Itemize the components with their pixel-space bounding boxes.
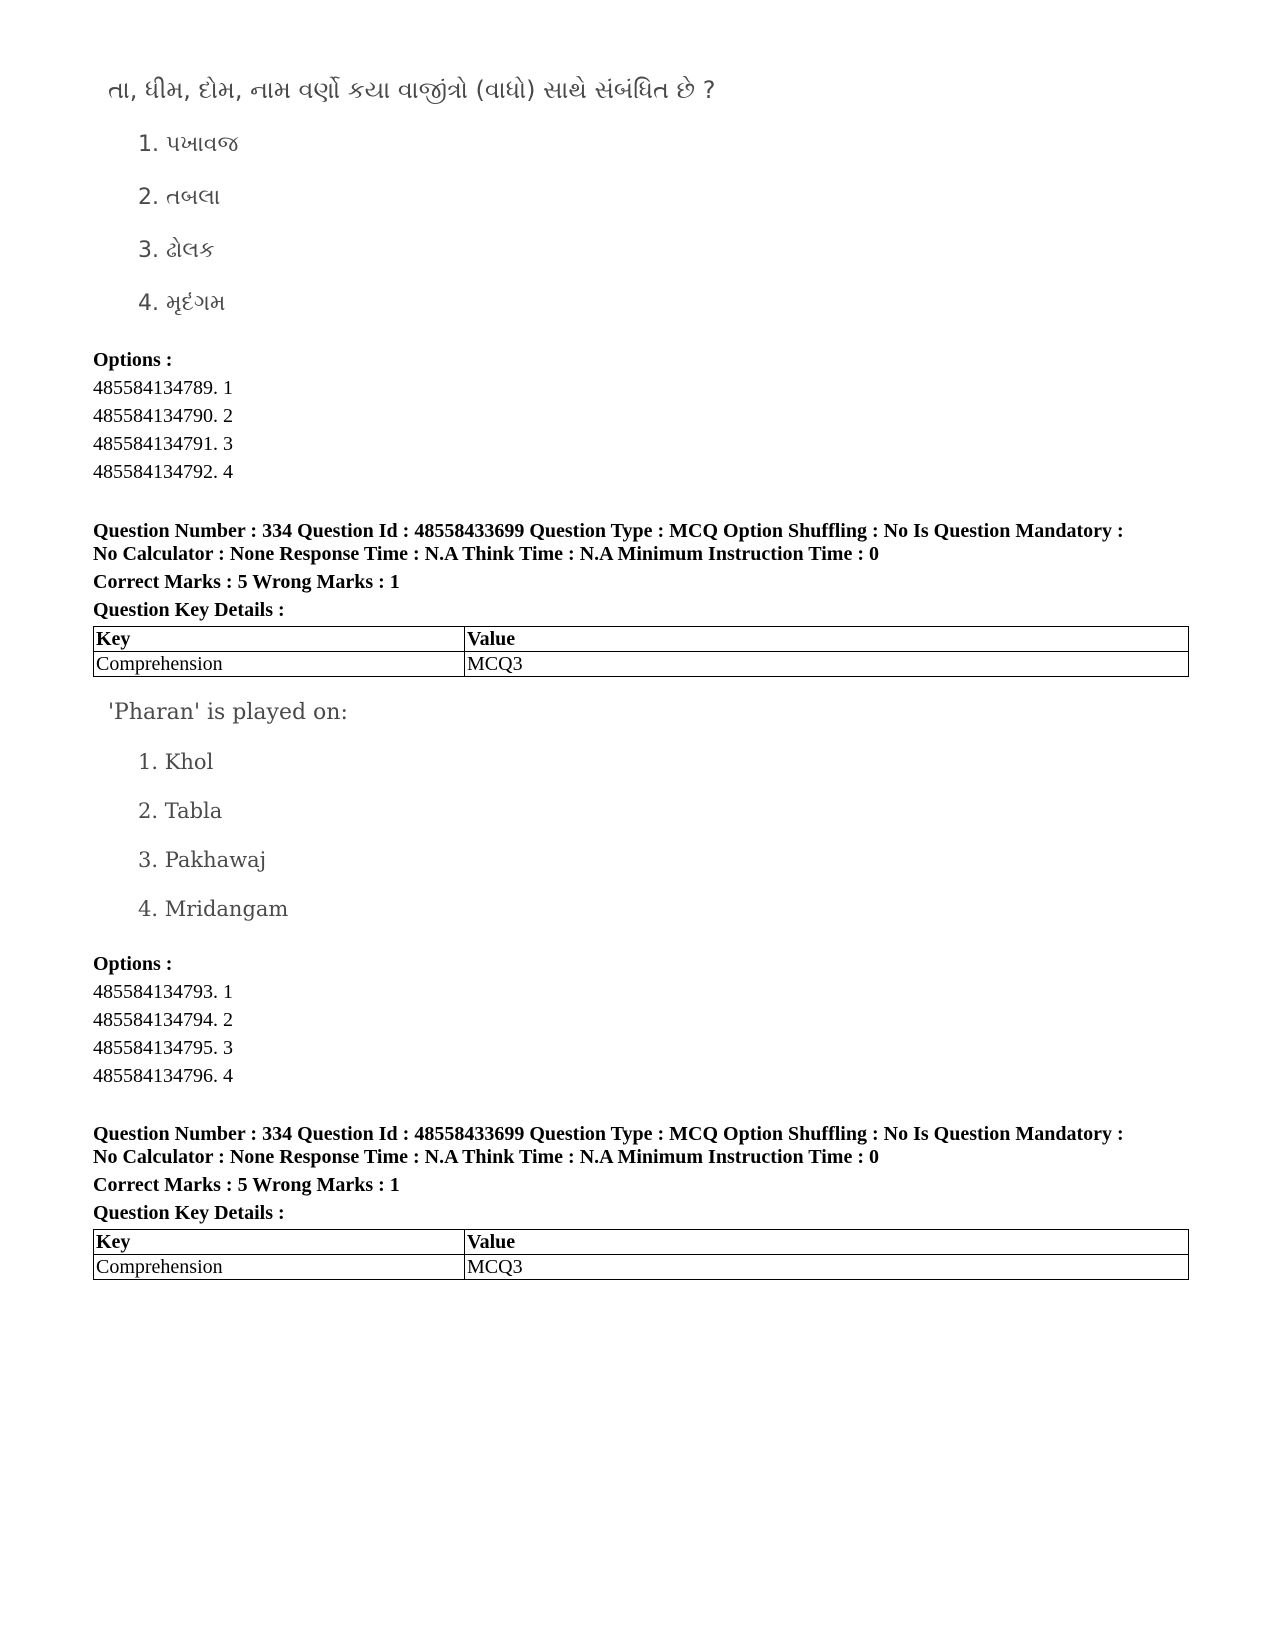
table-header-key: Key bbox=[94, 627, 465, 652]
question-2-options bbox=[93, 950, 1193, 1090]
table-header-value: Value bbox=[465, 627, 1189, 652]
question-1-choice-1: 1. પખાવજ bbox=[138, 132, 239, 157]
question-2-choice-1: 1. Khol bbox=[138, 750, 214, 774]
option-line: 485584134794. 2 bbox=[93, 1009, 233, 1031]
table-header-row bbox=[94, 627, 1189, 652]
question-2-stem: 'Pharan' is played on: bbox=[108, 700, 348, 725]
question-2-choice-3: 3. Pakhawaj bbox=[138, 848, 267, 872]
question-1-options bbox=[93, 346, 1193, 486]
option-line: 485584134790. 2 bbox=[93, 405, 233, 427]
question-1-image bbox=[108, 76, 715, 316]
key-value-table bbox=[93, 1229, 1189, 1280]
option-line: 485584134795. 3 bbox=[93, 1037, 233, 1059]
question-meta-line-2: No Calculator : None Response Time : N.A Think Time : N.A Minimum Instruction Time : 0 bbox=[93, 1146, 879, 1168]
table-row bbox=[94, 1255, 1189, 1280]
question-meta-line-2: No Calculator : None Response Time : N.A Think Time : N.A Minimum Instruction Time : 0 bbox=[93, 543, 879, 565]
question-2-image bbox=[108, 700, 348, 921]
question-1-stem: તા, ધીમ, દોમ, નામ વર્ણો કયા વાજીંત્રો (વાધો) સાથે સંબંધિત છે ? bbox=[108, 76, 716, 104]
option-line: 485584134793. 1 bbox=[93, 981, 233, 1003]
marks-line: Correct Marks : 5 Wrong Marks : 1 bbox=[93, 1174, 400, 1196]
table-header-key: Key bbox=[94, 1230, 465, 1255]
question-meta-line-1: Question Number : 334 Question Id : 48558433699 Question Type : MCQ Option Shuffling : No Is Question Mandatory : bbox=[93, 1123, 1124, 1145]
question-2-choice-2: 2. Tabla bbox=[138, 799, 223, 823]
question-meta-line-1: Question Number : 334 Question Id : 48558433699 Question Type : MCQ Option Shuffling : No Is Question Mandatory : bbox=[93, 520, 1124, 542]
options-title: Options : bbox=[93, 953, 173, 975]
options-title: Options : bbox=[93, 349, 173, 371]
table-row bbox=[94, 652, 1189, 677]
option-line: 485584134792. 4 bbox=[93, 461, 233, 483]
table-cell-value: MCQ3 bbox=[465, 652, 1189, 677]
question-1-choice-3: 3. ઢોલક bbox=[138, 238, 215, 263]
question-meta-2 bbox=[93, 1123, 1193, 1280]
table-cell-key: Comprehension bbox=[94, 1255, 465, 1280]
question-meta-1 bbox=[93, 520, 1193, 677]
option-line: 485584134791. 3 bbox=[93, 433, 233, 455]
option-line: 485584134796. 4 bbox=[93, 1065, 233, 1087]
key-details-title: Question Key Details : bbox=[93, 599, 285, 621]
option-line: 485584134789. 1 bbox=[93, 377, 233, 399]
key-details-title: Question Key Details : bbox=[93, 1202, 285, 1224]
question-2-choice-4: 4. Mridangam bbox=[138, 897, 289, 921]
key-value-table bbox=[93, 626, 1189, 677]
table-cell-key: Comprehension bbox=[94, 652, 465, 677]
marks-line: Correct Marks : 5 Wrong Marks : 1 bbox=[93, 571, 400, 593]
table-cell-value: MCQ3 bbox=[465, 1255, 1189, 1280]
table-header-value: Value bbox=[465, 1230, 1189, 1255]
question-1-choice-2: 2. તબલા bbox=[138, 185, 221, 210]
table-header-row bbox=[94, 1230, 1189, 1255]
question-1-choice-4: 4. મૃદંગમ bbox=[138, 291, 226, 316]
